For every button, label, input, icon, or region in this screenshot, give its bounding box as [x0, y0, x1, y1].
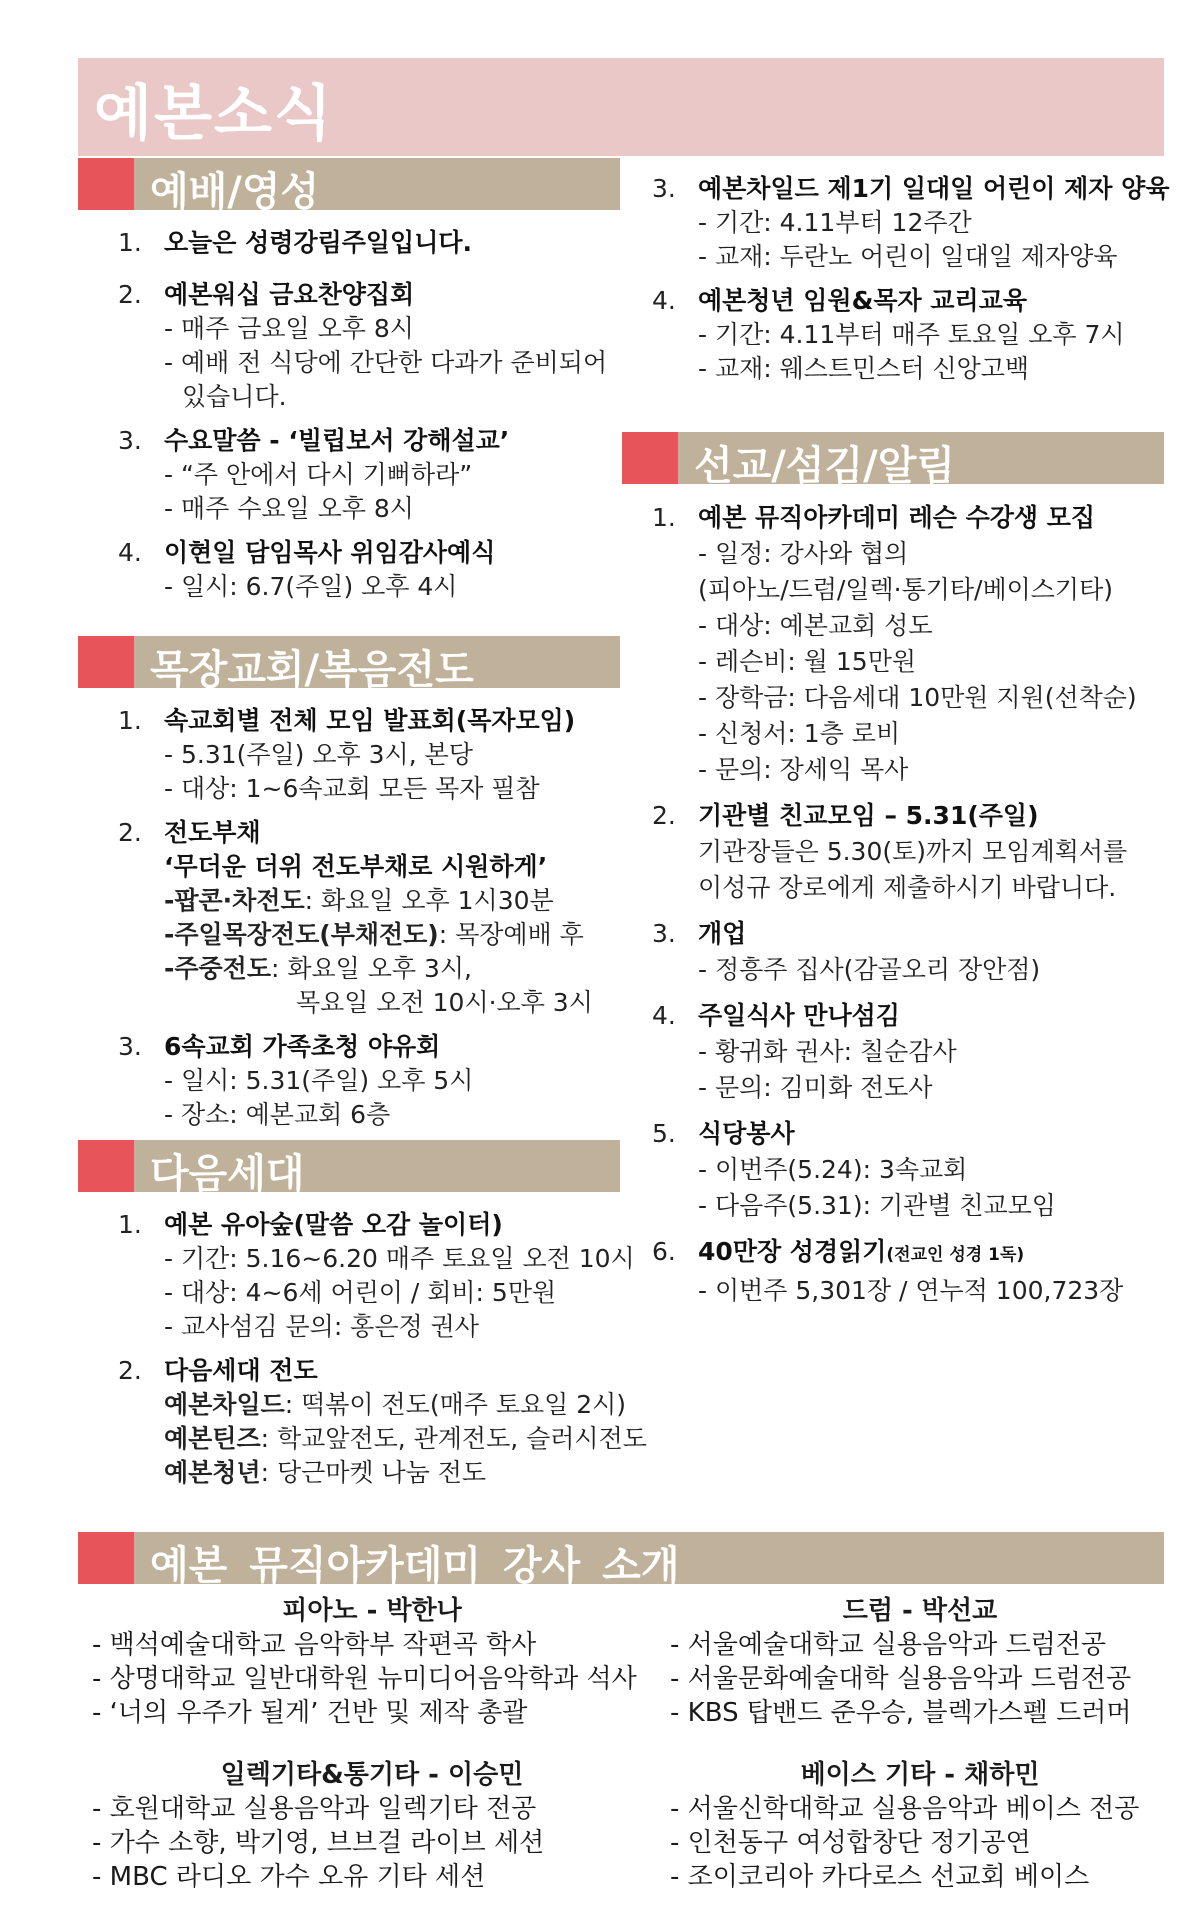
item-line: - 매주 수요일 오후 8시: [164, 494, 414, 523]
item-line: - 매주 금요일 오후 8시: [164, 314, 414, 343]
item-line: - 대상: 1~6속교회 모든 목자 필참: [164, 774, 540, 803]
item-heading: 속교회별 전체 모임 발표회(목자모임): [164, 706, 576, 735]
item-number: 3.: [652, 919, 676, 948]
section-nextgen-title: 다음세대: [150, 1151, 305, 1197]
label-text: : 화요일 오후 3시,: [270, 954, 473, 983]
right-top-list: [652, 172, 1172, 396]
list-item: [118, 536, 618, 604]
item-heading: 예본워십 금요찬양집회: [164, 280, 415, 309]
item-line: - 이번주 5,301장 / 연누적 100,723장: [698, 1276, 1124, 1305]
item-number: 1.: [118, 228, 142, 257]
instructor-line: - 상명대학교 일반대학원 뉴미디어음악학과 석사: [92, 1664, 637, 1694]
section-accent: [78, 158, 134, 210]
instructor-line: - ‘너의 우주가 될게’ 건반 및 제작 총괄: [92, 1698, 528, 1728]
item-line: - 기간: 4.11부터 12주간: [698, 208, 972, 237]
item-heading: 다음세대 전도: [164, 1356, 318, 1385]
instructor-card: [92, 1758, 652, 1894]
item-number: 4.: [652, 1001, 676, 1030]
item-number: 4.: [652, 286, 676, 315]
item-line: - 장학금: 다음세대 10만원 지원(선착순): [698, 683, 1137, 712]
item-line: [164, 1422, 647, 1456]
instructor-line: - 호원대학교 실용음악과 일렉기타 전공: [92, 1794, 537, 1824]
instructor-line: - 인천동구 여성합창단 정기공연: [670, 1828, 1031, 1858]
item-line: [164, 1388, 628, 1422]
instructor-card: [670, 1594, 1170, 1730]
section-academy-bar: [78, 1532, 1164, 1589]
pastoral-list: [118, 704, 618, 1142]
item-line: - 문의: 김미화 전도사: [698, 1073, 933, 1102]
item-heading: 6속교회 가족초청 야유회: [164, 1032, 441, 1061]
label-text: : 떡볶이 전도(매주 토요일 2시): [284, 1390, 627, 1419]
item-heading: 이현일 담임목사 위임감사예식: [164, 538, 496, 567]
list-item: [652, 1234, 1172, 1309]
item-number: 1.: [652, 503, 676, 532]
section-mission-bar: [622, 432, 1164, 489]
item-line: 기관장들은 5.30(토)까지 모임계획서를: [698, 837, 1128, 866]
item-heading: 예본차일드 제1기 일대일 어린이 제자 양육: [698, 174, 1170, 203]
label-text: : 목장예배 후: [438, 920, 584, 949]
label-text: : 당근마켓 나눔 전도: [260, 1458, 487, 1487]
item-heading: 개업: [698, 919, 747, 948]
item-line: - 신청서: 1층 로비: [698, 719, 901, 748]
item-heading: 전도부채: [164, 818, 261, 847]
item-line: - 일정: 강사와 협의: [698, 539, 909, 568]
label-bold: 예본차일드: [164, 1390, 285, 1419]
item-subheading: ‘무더운 더위 전도부채로 시원하게’: [164, 852, 548, 881]
item-heading: 기관별 친교모임 – 5.31(주일): [698, 801, 1039, 830]
section-nextgen-bar: [78, 1140, 620, 1197]
item-number: 2.: [118, 280, 142, 309]
label-bold: -주중전도: [164, 954, 271, 983]
list-item: [652, 916, 1172, 988]
section-accent: [78, 1140, 134, 1192]
item-line: [164, 918, 618, 952]
instructor-name: 드럼 - 박선교: [842, 1596, 998, 1626]
list-item: [652, 798, 1172, 906]
item-line: 목요일 오전 10시·오후 3시: [296, 988, 593, 1017]
instructor-line: - 서울예술대학교 실용음악과 드럼전공: [670, 1630, 1107, 1660]
item-line: - 대상: 4~6세 어린이 / 회비: 5만원: [164, 1278, 557, 1307]
item-line: - 황귀화 권사: 칠순감사: [698, 1037, 957, 1066]
instructor-name: 일렉기타&통기타 - 이승민: [220, 1760, 524, 1790]
item-number: 1.: [118, 1210, 142, 1239]
worship-list: [118, 226, 618, 614]
page-title: 예본소식: [94, 79, 334, 149]
item-line: [164, 952, 618, 986]
heading-text: 40만장 성경읽기: [698, 1237, 887, 1266]
item-line: (피아노/드럼/일렉·통기타/베이스기타): [698, 575, 1113, 604]
item-heading: 예본 뮤직아카데미 레슨 수강생 모집: [698, 503, 1096, 532]
item-number: 5.: [652, 1119, 676, 1148]
item-line: - 일시: 6.7(주일) 오후 4시: [164, 572, 458, 601]
list-item: [118, 226, 618, 260]
instructor-line: - MBC 라디오 가수 오유 기타 세션: [92, 1862, 486, 1892]
item-number: 4.: [118, 538, 142, 567]
list-item: [652, 998, 1172, 1106]
item-number: 2.: [118, 1356, 142, 1385]
item-line: - 레슨비: 월 15만원: [698, 647, 916, 676]
label-bold: 예본청년: [164, 1458, 261, 1487]
section-mission-title: 선교/섬김/알림: [694, 443, 956, 489]
instructor-name: 피아노 - 박한나: [282, 1596, 462, 1626]
item-line: [164, 884, 618, 918]
section-accent: [78, 636, 134, 688]
item-line: - 정흥주 집사(감골오리 장안점): [698, 955, 1041, 984]
list-item: [652, 500, 1172, 788]
list-item: [118, 704, 618, 806]
item-heading: 예본청년 임원&목자 교리교육: [698, 286, 1028, 315]
instructor-name: 베이스 기타 - 채하민: [800, 1760, 1040, 1790]
section-accent: [78, 1532, 134, 1584]
list-item: [118, 1030, 618, 1132]
instructor-line: - 백석예술대학교 음악학부 작편곡 학사: [92, 1630, 537, 1660]
label-text: : 학교앞전도, 관계전도, 슬러시전도: [260, 1424, 647, 1453]
instructor-line: - 가수 소향, 박기영, 브브걸 라이브 세션: [92, 1828, 545, 1858]
item-heading: 주일식사 만나섬김: [698, 1001, 900, 1030]
section-accent: [622, 432, 678, 484]
item-number: 2.: [118, 818, 142, 847]
section-worship-title: 예배/영성: [150, 169, 320, 215]
instructor-line: - 서울신학대학교 실용음악과 베이스 전공: [670, 1794, 1140, 1824]
list-item: [652, 172, 1172, 274]
item-number: 3.: [118, 1032, 142, 1061]
list-item: [118, 1208, 635, 1344]
instructor-line: - KBS 탑밴드 준우승, 블렉가스펠 드러머: [670, 1698, 1132, 1728]
instructor-card: [92, 1594, 652, 1730]
item-heading: 수요말씀 - ‘빌립보서 강해설교’: [164, 426, 510, 455]
item-line: - 기간: 5.16~6.20 매주 토요일 오전 10시: [164, 1244, 635, 1273]
list-item: [652, 284, 1172, 386]
item-number: 2.: [652, 801, 676, 830]
list-item: [118, 424, 618, 526]
section-pastoral-bar: [78, 636, 620, 693]
item-line: - 교재: 두란노 어린이 일대일 제자양육: [698, 242, 1118, 271]
nextgen-list: [118, 1208, 647, 1500]
label-bold: -팝콘·차전도: [164, 886, 305, 915]
mission-list: [652, 500, 1172, 1319]
item-line: - 일시: 5.31(주일) 오후 5시: [164, 1066, 474, 1095]
item-line: - “주 안에서 다시 기뻐하라”: [164, 460, 473, 489]
item-line: 있습니다.: [182, 382, 287, 411]
item-line: - 문의: 장세익 목사: [698, 755, 909, 784]
label-bold: -주일목장전도(부채전도): [164, 920, 439, 949]
item-line: - 대상: 예본교회 성도: [698, 611, 933, 640]
item-line: - 교사섬김 문의: 홍은정 권사: [164, 1312, 479, 1341]
heading-note: (전교인 성경 1독): [886, 1245, 1025, 1265]
item-line: - 5.31(주일) 오후 3시, 본당: [164, 740, 473, 769]
item-number: 3.: [652, 174, 676, 203]
item-number: 6.: [652, 1237, 676, 1266]
list-item: [118, 278, 618, 414]
item-line: - 교재: 웨스트민스터 신앙고백: [698, 354, 1030, 383]
item-line: - 다음주(5.31): 기관별 친교모임: [698, 1191, 1056, 1220]
list-item: [652, 1116, 1172, 1224]
section-academy-title: 예본 뮤직아카데미 강사 소개: [150, 1543, 680, 1589]
list-item: [118, 816, 618, 1020]
item-heading: 예본 유아숲(말씀 오감 놀이터): [164, 1210, 503, 1239]
instructor-line: - 조이코리아 카다로스 선교회 베이스: [670, 1862, 1090, 1892]
item-number: 3.: [118, 426, 142, 455]
item-line: - 장소: 예본교회 6층: [164, 1100, 391, 1129]
label-text: : 화요일 오후 1시30분: [304, 886, 554, 915]
item-number: 1.: [118, 706, 142, 735]
item-heading: [698, 1234, 1172, 1273]
item-line: - 기간: 4.11부터 매주 토요일 오후 7시: [698, 320, 1125, 349]
item-line: 이성규 장로에게 제출하시기 바랍니다.: [698, 873, 1117, 902]
item-line: - 예배 전 식당에 간단한 다과가 준비되어: [164, 348, 608, 377]
list-item: [118, 1354, 647, 1490]
instructor-card: [670, 1758, 1170, 1894]
label-bold: 예본틴즈: [164, 1424, 261, 1453]
item-heading: 식당봉사: [698, 1119, 795, 1148]
section-worship-bar: [78, 158, 620, 215]
instructor-line: - 서울문화예술대학 실용음악과 드럼전공: [670, 1664, 1132, 1694]
section-pastoral-title: 목장교회/복음전도: [150, 647, 474, 693]
item-heading: 오늘은 성령강림주일입니다.: [164, 228, 473, 257]
item-line: - 이번주(5.24): 3속교회: [698, 1155, 968, 1184]
item-line: [164, 1456, 628, 1490]
